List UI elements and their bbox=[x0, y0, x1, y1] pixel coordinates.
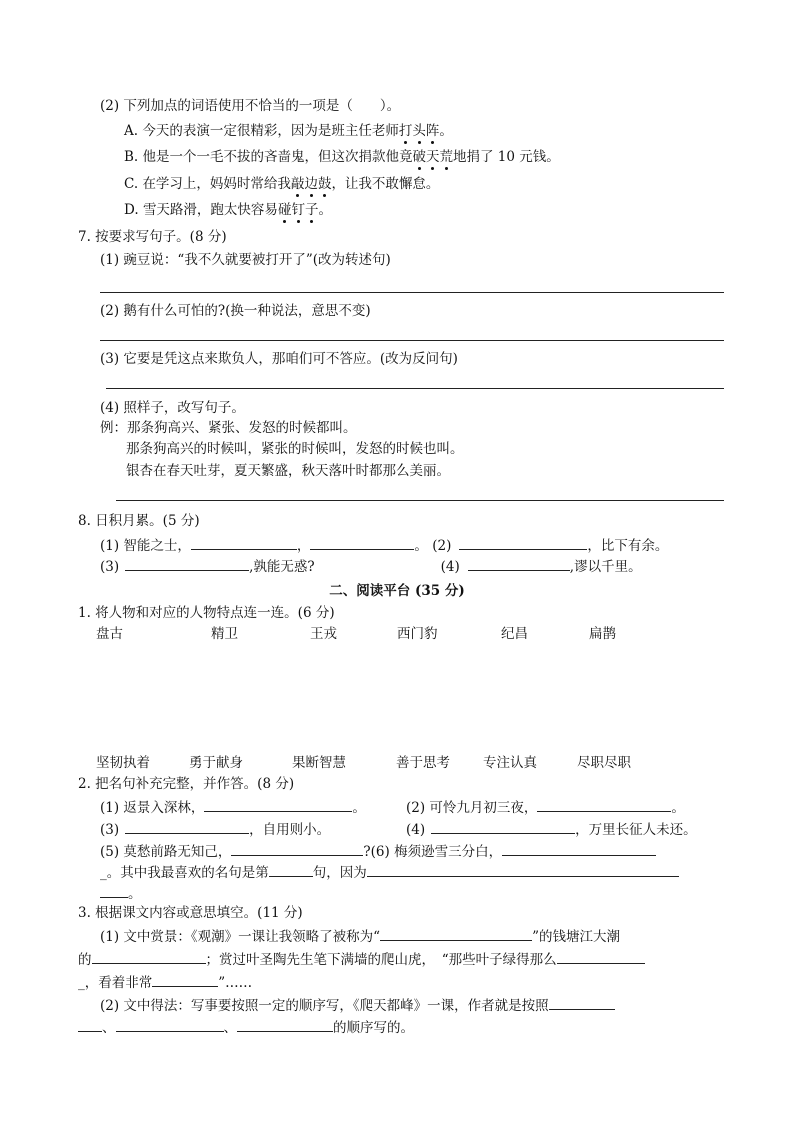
blank[interactable] bbox=[191, 535, 297, 550]
blank[interactable] bbox=[367, 862, 679, 877]
q8-row-2: (3) ,孰能无惑? (4) ,谬以千里。 bbox=[100, 556, 642, 576]
dotted-char: 子 bbox=[304, 202, 319, 218]
q7-example-2: 那条狗高兴的时候叫，紧张的时候叫，发怒的时候也叫。 bbox=[126, 441, 464, 457]
blank[interactable] bbox=[78, 1017, 102, 1032]
character-trait[interactable]: 坚韧执着 bbox=[96, 755, 150, 771]
answer-line[interactable] bbox=[100, 340, 724, 341]
character-trait[interactable]: 尽职尽职 bbox=[577, 755, 631, 771]
q7-sentence-2: (2) 鹅有什么可怕的?(换一种说法，意思不变) bbox=[100, 303, 371, 319]
character-name[interactable]: 精卫 bbox=[211, 626, 238, 642]
q7-sentence-1: (1) 豌豆说：“我不久就要被打开了”(改为转述句) bbox=[100, 252, 391, 268]
blank[interactable] bbox=[502, 841, 656, 856]
r3-line-1: (1) 文中赏景：《观潮》一课让我领略了被称为“ ”的钱塘江大潮 bbox=[100, 926, 620, 946]
blank[interactable] bbox=[237, 1017, 333, 1032]
blank[interactable] bbox=[269, 862, 313, 877]
r3-line-2: 的 ；赏过叶圣陶先生笔下满墙的爬山虎， “那些叶子绿得那么 bbox=[78, 949, 645, 969]
blank[interactable] bbox=[459, 535, 587, 550]
q8-row-1: (1) 智能之士， ， 。 (2) ，比下有余。 bbox=[100, 535, 668, 555]
dotted-char: 阵 bbox=[425, 123, 440, 139]
blank[interactable] bbox=[431, 819, 575, 834]
r3-line-5: 、 、 的顺序写的。 bbox=[78, 1017, 414, 1037]
r1-title: 1. 将人物和对应的人物特点连一连。(6 分) bbox=[78, 605, 335, 621]
q7-title: 7. 按要求写句子。(8 分) bbox=[78, 229, 227, 245]
r2-row-1b: (2) 可怜九月初三夜， 。 bbox=[406, 797, 685, 817]
q6-2-option-c[interactable]: C. 在学习上，妈妈时常给我敲边鼓，让我不敢懈怠。 bbox=[124, 176, 440, 192]
dotted-char: 钉 bbox=[291, 202, 305, 218]
character-trait[interactable]: 勇于献身 bbox=[189, 755, 243, 771]
blank[interactable] bbox=[152, 972, 218, 987]
blank[interactable] bbox=[537, 797, 671, 812]
character-name[interactable]: 盘古 bbox=[96, 626, 123, 642]
r2-row-2: (3) ，自用则小。 bbox=[100, 819, 330, 839]
r2-row-2b: (4) ，万里长征人未还。 bbox=[406, 819, 697, 839]
blank[interactable] bbox=[125, 556, 249, 571]
answer-line[interactable] bbox=[116, 500, 724, 501]
r2-row-1: (1) 返景入深林， 。 bbox=[100, 797, 366, 817]
r2-title: 2. 把名句补充完整，并作答。(8 分) bbox=[78, 776, 295, 792]
blank[interactable] bbox=[310, 535, 414, 550]
q7-example-3: 银杏在春天吐芽，夏天繁盛，秋天落叶时都那么美丽。 bbox=[126, 463, 450, 479]
character-name[interactable]: 纪昌 bbox=[501, 626, 528, 642]
dotted-char: 碰 bbox=[277, 202, 292, 218]
character-trait[interactable]: 专注认真 bbox=[483, 755, 537, 771]
dotted-char: 敲 bbox=[290, 176, 305, 192]
q7-sentence-3: (3) 它要是凭这点来欺负人，那咱们可不答应。(改为反问句) bbox=[100, 351, 458, 367]
answer-line[interactable] bbox=[106, 388, 724, 389]
q7-sentence-4: (4) 照样子，改写句子。 bbox=[100, 400, 245, 416]
character-name[interactable]: 扁鹊 bbox=[589, 626, 616, 642]
section-heading: 二、阅读平台 (35 分) bbox=[329, 583, 465, 599]
character-name[interactable]: 西门豹 bbox=[397, 626, 438, 642]
r3-line-4: (2) 文中得法：写事要按照一定的顺序写，《爬天都峰》一课，作者就是按照 bbox=[100, 995, 615, 1015]
character-name[interactable]: 王戎 bbox=[310, 626, 337, 642]
blank[interactable] bbox=[92, 949, 206, 964]
q6-2-option-d[interactable]: D. 雪天路滑，跑太快容易碰钉子。 bbox=[124, 202, 332, 218]
blank[interactable] bbox=[100, 883, 128, 898]
dotted-char: 天 bbox=[426, 149, 440, 165]
dotted-char: 头 bbox=[412, 123, 426, 139]
r3-title: 3. 根据课文内容或意思填空。(11 分) bbox=[78, 905, 303, 921]
r3-line-3: _，看着非常 ”…… bbox=[78, 972, 252, 992]
character-trait[interactable]: 善于思考 bbox=[396, 755, 450, 771]
dotted-char: 荒 bbox=[439, 149, 454, 165]
q7-example-1: 例：那条狗高兴、紧张、发怒的时候都叫。 bbox=[100, 420, 357, 436]
dotted-char: 打 bbox=[398, 123, 413, 139]
r2-row-5: 。 bbox=[100, 883, 142, 903]
blank[interactable] bbox=[549, 995, 615, 1010]
answer-line[interactable] bbox=[100, 292, 724, 293]
dotted-char: 边 bbox=[304, 176, 318, 192]
dotted-char: 破 bbox=[412, 149, 427, 165]
q6-2-option-a[interactable]: A. 今天的表演一定很精彩，因为是班主任老师打头阵。 bbox=[124, 123, 453, 139]
blank[interactable] bbox=[116, 1017, 224, 1032]
blank[interactable] bbox=[380, 926, 532, 941]
blank[interactable] bbox=[468, 556, 570, 571]
blank[interactable] bbox=[557, 949, 645, 964]
q6-2-option-b[interactable]: B. 他是一个一毛不拔的吝啬鬼，但这次捐款他竟破天荒地捐了 10 元钱。 bbox=[124, 149, 560, 165]
blank[interactable] bbox=[125, 819, 249, 834]
r2-row-3: (5) 莫愁前路无知己， ?(6) 梅须逊雪三分白， bbox=[100, 841, 656, 861]
blank[interactable] bbox=[204, 797, 352, 812]
r2-row-4: _。其中我最喜欢的名句是第 句，因为 bbox=[100, 862, 679, 882]
character-trait[interactable]: 果断智慧 bbox=[292, 755, 346, 771]
q6-2-stem: (2) 下列加点的词语使用不恰当的一项是（ ）。 bbox=[100, 98, 401, 114]
blank[interactable] bbox=[231, 841, 363, 856]
dotted-char: 鼓 bbox=[317, 176, 332, 192]
q8-title: 8. 日积月累。(5 分) bbox=[78, 513, 200, 529]
